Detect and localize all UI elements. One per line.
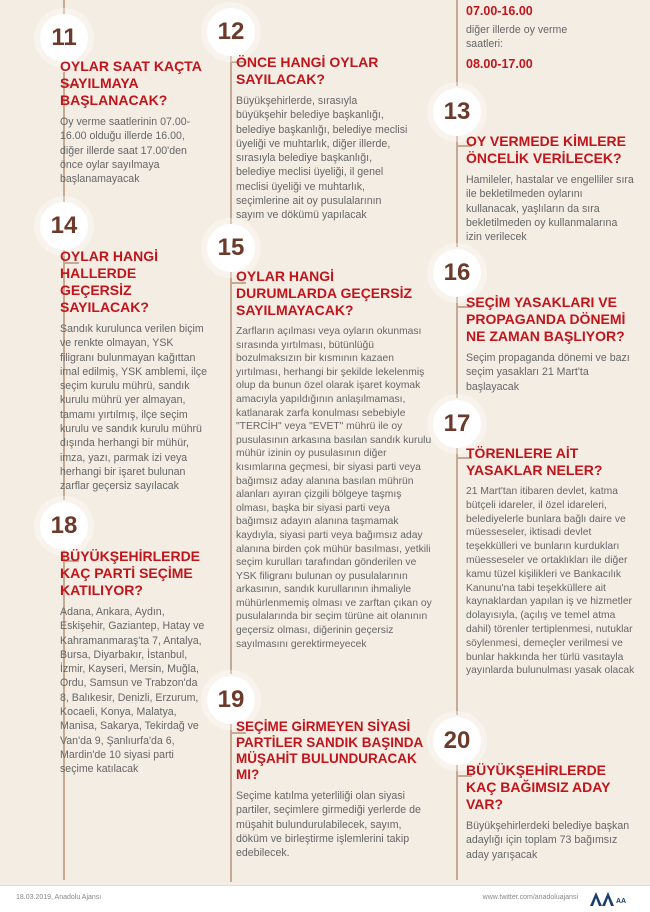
section-title-19: SEÇİME GİRMEYEN SİYASİ PARTİLER SANDIK BAŞINDA MÜŞAHİT BULUNDURACAK MI? bbox=[236, 719, 423, 782]
section-body-12: Büyükşehirlerde, sırasıyla büyükşehir belediye başkanlığı, belediye başkanlığı, belediye meclisi üyeliği ve muhtarlık, diğer illerde, sırasıyla belediye başkanlığı, belediye meclisi üyeliği, il genel meclisi üyeliği ve muhtarlık, seçimlerine ait oy pusulalarının sayım ve dökümü yapılacak bbox=[236, 95, 408, 222]
timeline-line-right-a bbox=[456, 0, 458, 86]
number-badge-17: 17 bbox=[433, 400, 481, 448]
section-title-16: SEÇİM YASAKLARI VE PROPAGANDA DÖNEMİ NE ZAMAN BAŞLIYOR? bbox=[466, 294, 626, 344]
timeline-line-right-b bbox=[456, 135, 458, 247]
timeline-line-center-a bbox=[230, 45, 232, 225]
section-20 bbox=[466, 762, 638, 862]
timeline-line-right-d bbox=[456, 447, 458, 715]
section-title-17: TÖRENLERE AİT YASAKLAR NELER? bbox=[466, 445, 603, 478]
section-14 bbox=[60, 248, 208, 494]
aa-logo-icon bbox=[588, 891, 632, 907]
footer-bar bbox=[0, 885, 650, 912]
number-badge-12: 12 bbox=[207, 8, 255, 56]
section-title-14: OYLAR HANGİ HALLERDE GEÇERSİZ SAYILACAK? bbox=[60, 248, 158, 315]
section-16 bbox=[466, 294, 638, 394]
section-18 bbox=[60, 548, 208, 777]
number-badge-18: 18 bbox=[40, 502, 88, 550]
section-12 bbox=[236, 54, 408, 223]
section-body-16: Seçim propaganda dönemi ve bazı seçim yasakları 21 Mart'ta başlayacak bbox=[466, 352, 630, 393]
section-title-13: OY VERMEDE KİMLERE ÖNCELİK VERİLECEK? bbox=[466, 133, 626, 166]
section-title-18: BÜYÜKŞEHİRLERDE KAÇ PARTİ SEÇİME KATILIYOR? bbox=[60, 548, 201, 598]
svg-text:AA: AA bbox=[616, 898, 627, 905]
number-badge-14: 14 bbox=[40, 202, 88, 250]
section-19 bbox=[236, 719, 428, 860]
section-body-18: Adana, Ankara, Aydın, Eskişehir, Gaziantep, Hatay ve Kahramanmaraş'ta 7, Antalya, Bursa, Diyarbakır, İstanbul, İzmir, Kayseri, Mersin, Muğla, Ordu, Samsun ve Trabzon'da 8, Balıkesir, Denizli, Erzurum, Kocaeli, Konya, Malatya, Manisa, Sakarya, Tekirdağ ve Van'da 9, Şanlıurfa'da 6, Mardin'de 10 siyasi parti seçime katılacak bbox=[60, 606, 205, 776]
section-body-15: Zarfların açılması veya oyların okunması sırasında yırtılması, bütünlüğü bozulmaksızın bir kısmının kazaen yırtılması, herhangi bir şekilde lekelenmiş olup da bunun özel olarak işaret koymak amacıyla yapıldığının anlaşılmaması, katlanarak zarfa konulması sebebiyle "TERCİH" veya "EVET" mührü ile oy pusulasının arkasına basılan sandık kurulu mühür izinin oy pusulasının diğer kısımlarına geçmesi, bir siyasi parti veya bağımsız aday alanına basılan mührün alanları ayıran çizgili bölgeye taşmış olması, başka bir siyasi parti veya bağımsız adayın alanına taşmamak kaydıyla, siyasi parti veya bağımsız aday alanına birden çok mühür basılması, yetkili seçim kurulları tarafından gönderilen ve YSK filigranı bulunan oy pusulalarının arkasının, sandık kurullarının ihmaliyle mühürlenmemiş olması ve zarftan çıkan oy pusulalarında bir seçim türüne ait olanının geçersiz olması, diğerinin geçersiz sayılmasını gerektirmeyecek bbox=[236, 326, 432, 650]
section-body-13: Hamileler, hastalar ve engelliler sıra ile bekletilmeden oylarını kullanacak, yaşlıların da sıra bekletilmeden oy kullanmalarına izin verilecek bbox=[466, 174, 634, 244]
section-body-20: Büyükşehirlerdeki belediye başkan adaylığı için toplam 73 bağımsız aday yarışacak bbox=[466, 820, 630, 861]
timeline-line-center-b bbox=[230, 272, 232, 674]
section-title-15: OYLAR HANGİ DURUMLARDA GEÇERSİZ SAYILMAYACAK? bbox=[236, 268, 413, 318]
timeline-line-right-e bbox=[456, 765, 458, 880]
section-title-20: BÜYÜKŞEHİRLERDE KAÇ BAĞIMSIZ ADAY VAR? bbox=[466, 762, 611, 812]
section-title-12: ÖNCE HANGİ OYLAR SAYILACAK? bbox=[236, 54, 379, 87]
top-right-text: diğer illerde oy verme saatleri: bbox=[466, 24, 568, 51]
number-badge-15: 15 bbox=[207, 224, 255, 272]
time-range-1: 07.00-16.00 bbox=[466, 4, 533, 18]
section-body-19: Seçime katılma yeterliliği olan siyasi partiler, seçimlere girmediği yerlerde de müşahit bulundurulabilecek, sayım, döküm ve birleştirme işlemlerini takip edebilecek. bbox=[236, 790, 421, 860]
footer-date-source: 18.03.2019, Anadolu Ajansı bbox=[16, 894, 102, 901]
number-badge-13: 13 bbox=[433, 88, 481, 136]
section-title-11: OYLAR SAAT KAÇTA SAYILMAYA BAŞLANACAK? bbox=[60, 58, 202, 108]
timeline-line-center-c bbox=[230, 722, 232, 882]
section-11 bbox=[60, 58, 208, 186]
section-body-17: 21 Mart'tan itibaren devlet, katma bütçeli idareler, il özel idareleri, belediyelerle bunlara bağlı daire ve müesseseler, iktisadi devlet teşekkülleri ve bunların kurdukları müesseseler ve ortaklıkları ile diğer kamu tüzel kişilikleri ve Bankacılık Kanunu'na tabi teşekküllere ait kaynaklardan yapılan iş ve hizmetler dolayısıyla, (açılış ve temel atma dahil) törenler tertiplenmesi, nutuklar söylenmesi, demeçler verilmesi ve bunlar hakkında her türlü vasıtayla yayınlarda bulunulması yasak olacak bbox=[466, 486, 635, 677]
section-body-14: Sandık kurulunca verilen biçim ve renkte olmayan, YSK filigranı bulunmayan kağıttan imal edilmiş, YSK amblemi, ilçe seçim kurulu mührü, sandık kurulu mührü yer almayan, tamamı yırtılmış, ilçe seçim kurulu ve sandık kurulu mührü dışında herhangi bir mühür, imza, yazı, parmak izi veya herhangi bir işaret bulunan zarflar geçersiz sayılacak bbox=[60, 323, 207, 493]
section-13 bbox=[466, 133, 636, 244]
section-body-11: Oy verme saatlerinin 07.00-16.00 olduğu illerde 16.00, diğer illerde saat 17.00'den önce oylar sayılmaya başlanamayacak bbox=[60, 116, 191, 186]
number-badge-19: 19 bbox=[207, 676, 255, 724]
section-17 bbox=[466, 445, 638, 678]
time-range-2: 08.00-17.00 bbox=[466, 56, 533, 71]
number-badge-20: 20 bbox=[433, 717, 481, 765]
footer-twitter-link[interactable]: www.twitter.com/anadoluajansi bbox=[482, 894, 578, 901]
number-badge-16: 16 bbox=[433, 249, 481, 297]
section-top-right bbox=[466, 4, 636, 71]
timeline-line-right-c bbox=[456, 296, 458, 398]
number-badge-11: 11 bbox=[40, 14, 88, 62]
section-15 bbox=[236, 268, 434, 651]
